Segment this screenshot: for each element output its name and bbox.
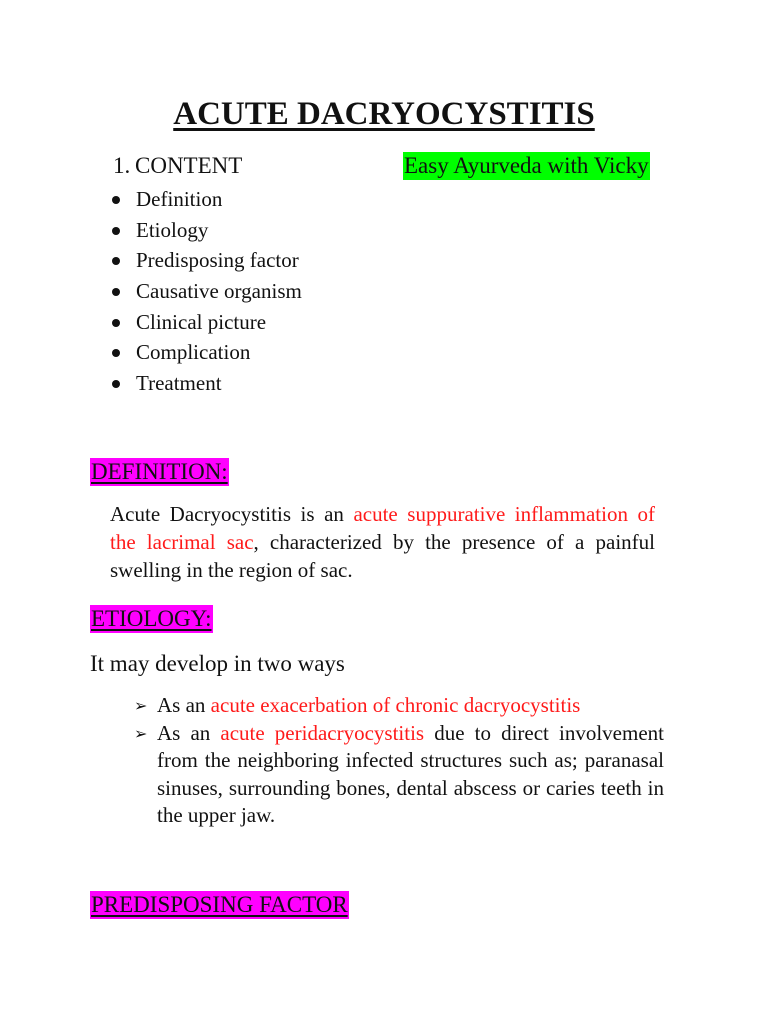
list-item: Etiology — [109, 216, 302, 247]
content-heading — [113, 152, 242, 180]
bullet-icon — [112, 380, 120, 388]
list-item: Treatment — [109, 369, 302, 400]
etiology-list — [134, 692, 664, 830]
list-item: Causative organism — [109, 277, 302, 308]
list-item: Complication — [109, 338, 302, 369]
bullet-icon — [112, 227, 120, 235]
bullet-icon — [112, 349, 120, 357]
definition-text: Acute Dacryocystitis is an acute suppurative inflammation of the lacrimal sac, characterized by the presence of a painful swelling in the region of sac. — [110, 502, 655, 582]
brand-label: Easy Ayurveda with Vicky — [404, 153, 649, 178]
content-heading-label: CONTENT — [135, 153, 243, 178]
arrow-bullet-icon: ➢ — [134, 723, 148, 743]
bullet-icon — [112, 196, 120, 204]
bullet-icon — [112, 319, 120, 327]
list-item: ➢ As an acute exacerbation of chronic dacryocystitis — [134, 692, 664, 720]
etiology-heading: ETIOLOGY: — [91, 606, 212, 631]
arrow-bullet-icon: ➢ — [134, 696, 148, 715]
predisposing-heading: PREDISPOSING FACTOR — [91, 892, 348, 917]
definition-heading: DEFINITION: — [91, 459, 228, 484]
page-title: ACUTE DACRYOCYSTITIS — [173, 96, 595, 132]
bullet-icon — [112, 288, 120, 296]
list-item: Clinical picture — [109, 308, 302, 339]
content-list — [109, 185, 302, 400]
content-number: 1. — [113, 153, 131, 178]
definition-emphasis: acute suppurative inflammation of the lacrimal sac — [110, 502, 655, 554]
list-item: Definition — [109, 185, 302, 216]
bullet-icon — [112, 257, 120, 265]
list-item: Predisposing factor — [109, 246, 302, 277]
etiology-intro: It may develop in two ways — [90, 651, 345, 676]
list-item: ➢ As an acute peridacryocystitis due to direct involvement from the neighboring infected structures such as; paranasal sinuses, surrounding bones, dental abscess or caries teeth in the upper jaw. — [134, 720, 664, 827]
